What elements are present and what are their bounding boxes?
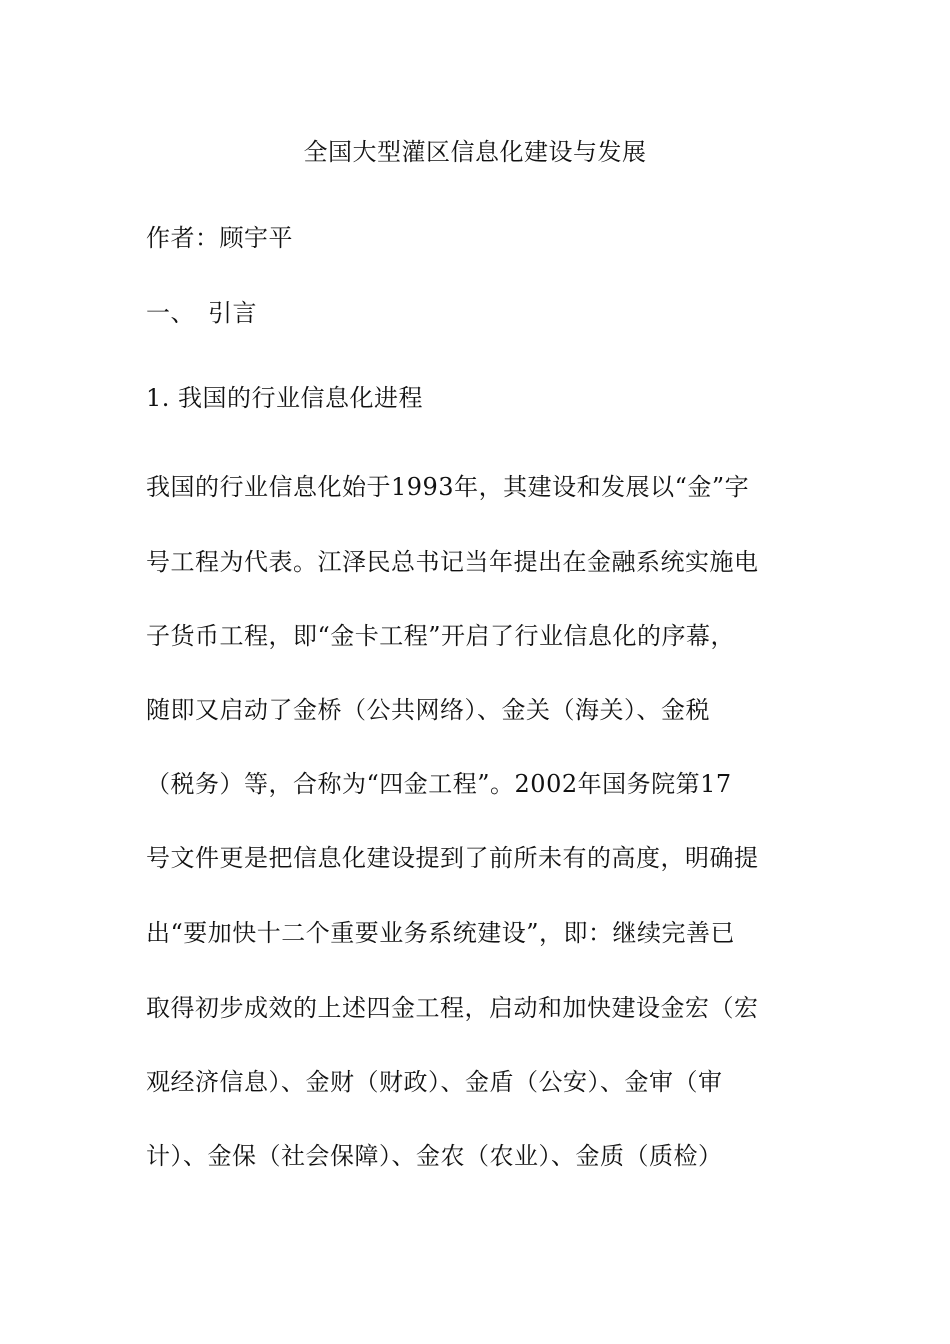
document-title: 全国大型灌区信息化建设与发展: [303, 138, 647, 166]
paragraph-line: 子货币工程，即“金卡工程”开启了行业信息化的序幕，: [146, 622, 736, 650]
section-heading: [146, 295, 826, 331]
paragraph-line: 取得初步成效的上述四金工程，启动和加快建设金宏（宏: [146, 994, 759, 1022]
paragraph-line: 计）、金保（社会保障）、金农（农业）、金质（质检）: [146, 1142, 723, 1170]
paragraph-line: 号工程为代表。江泽民总书记当年提出在金融系统实施电: [146, 548, 759, 576]
paragraph-line: 我国的行业信息化始于1993年，其建设和发展以“金”字: [146, 473, 750, 501]
paragraph-line: 随即又启动了金桥（公共网络）、金关（海关）、金税: [146, 696, 710, 724]
section-number: 一、: [146, 299, 195, 327]
section-title: 引言: [208, 299, 257, 327]
paragraph-line: （税务）等，合称为“四金工程”。2002年国务院第17: [146, 770, 732, 798]
paragraph-line: 出“要加快十二个重要业务系统建设”，即：继续完善已: [146, 919, 736, 947]
author-line: 作者：顾宇平: [146, 224, 293, 252]
paragraph-line: 号文件更是把信息化建设提到了前所未有的高度，明确提: [146, 844, 759, 872]
paragraph-line: 观经济信息）、金财（财政）、金盾（公安）、金审（审: [146, 1068, 723, 1096]
subsection-heading: 1. 我国的行业信息化进程: [146, 384, 424, 412]
